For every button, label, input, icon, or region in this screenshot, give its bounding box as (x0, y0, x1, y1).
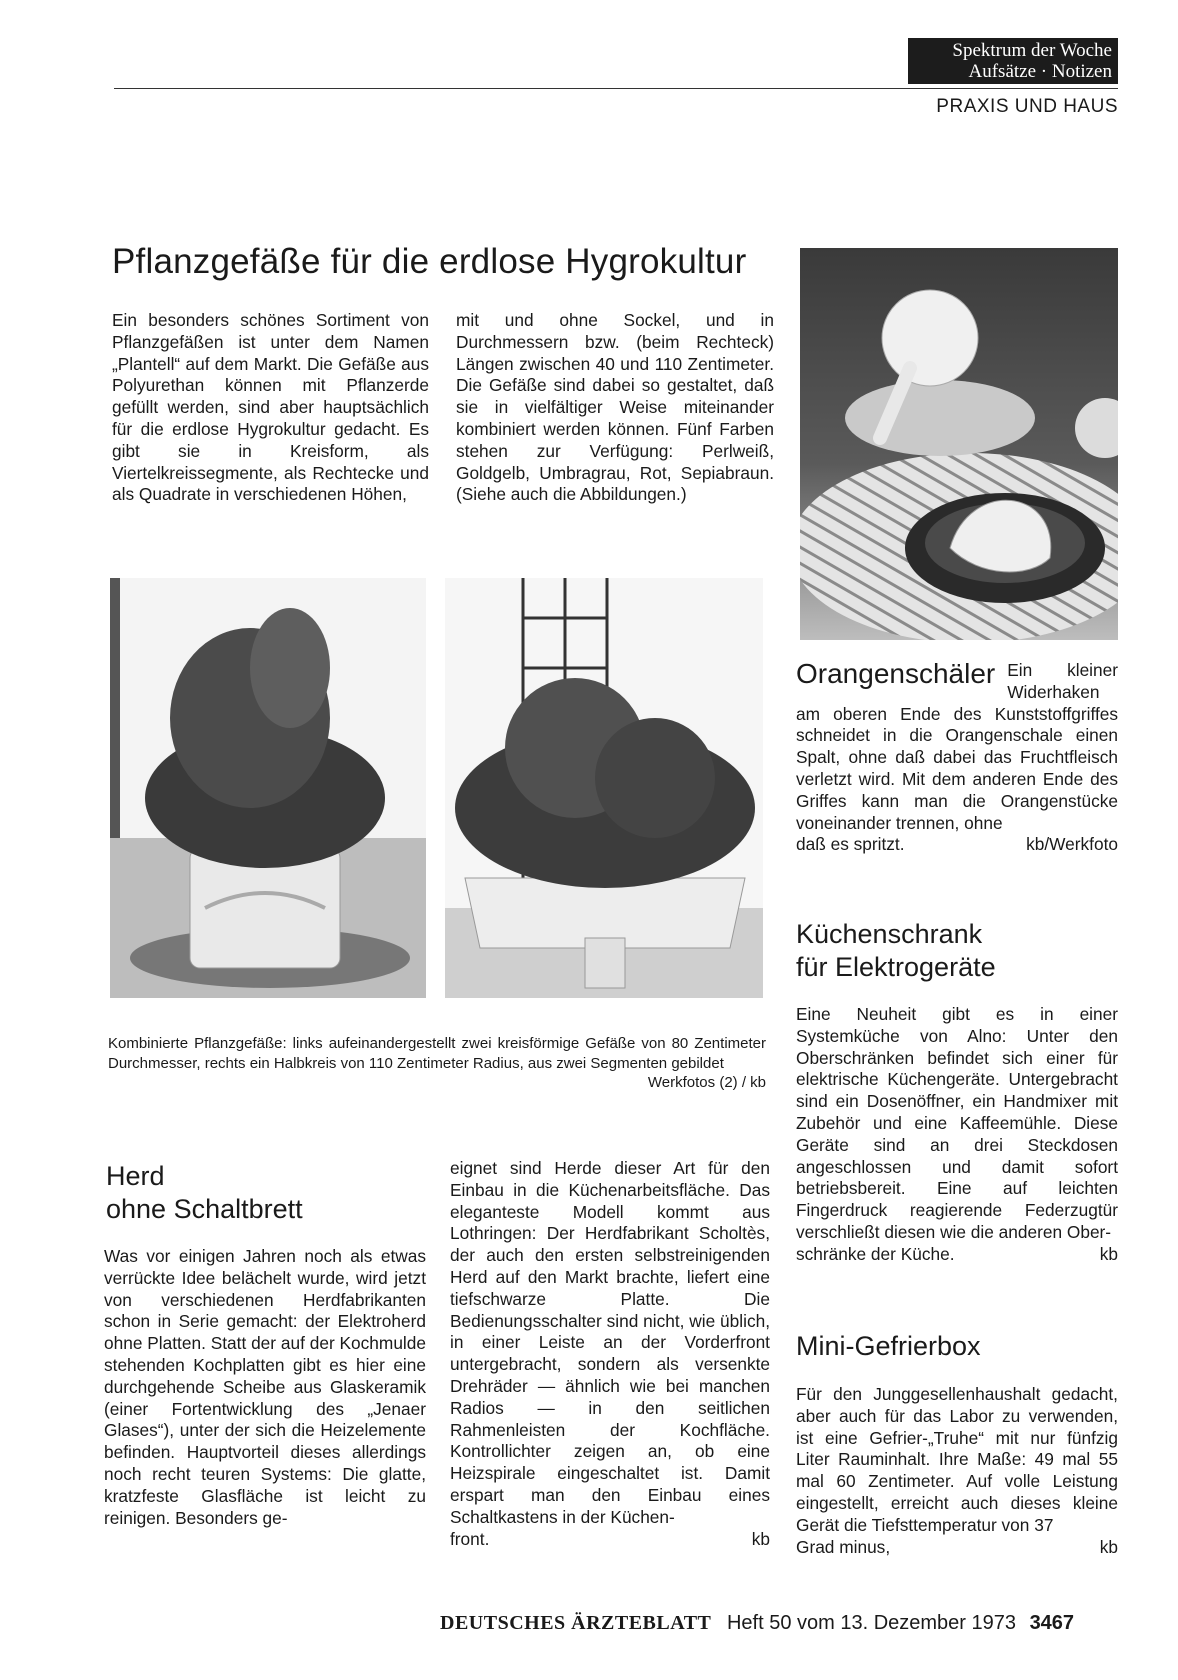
badge-line-2: Aufsätze · Notizen (968, 61, 1112, 82)
article-mini-gefrierbox-signoff: kb (1099, 1536, 1118, 1557)
article-pflanzgefaesse-col1: Ein besonders schönes Sortiment von Pflanzgefäßen ist unter dem Namen „Plantell“ auf dem Markt. Die Gefäße aus Polyurethan können mit Pflanzerde gefüllt werden, sind aber hauptsächlich für die erdlose Hygrokultur gedacht. Es gibt sie in Kreisform, als Viertelkreissegmente, als Rechtecke und als Quadrate in verschiedenen Höhen, (112, 310, 429, 505)
header-rule (114, 88, 1118, 89)
planter-caption-text: Kombinierte Pflanzgefäße: links aufeinandergestellt zwei kreisförmige Gefäße von 80 Zentimeter Durchmesser, rechts ein Halbkreis von 110 Zentimeter Radius, aus zwei Segmenten gebildet (108, 1035, 766, 1072)
issue-info: Heft 50 vom 13. Dezember 1973 (726, 1612, 1016, 1634)
article-mini-gefrierbox-end (796, 1537, 1118, 1559)
article-herd-col2-body: eignet sind Herde dieser Art für den Einbau in die Küchenarbeitsfläche. Das eleganteste Modell kommt aus Lothringen: Der Herdfabrikant Scholtès, der auch den ersten selbstreinigenden Herd auf den Markt brachte, liefert eine tiefschwarze Platte. Die Bedienungsschalter sind nicht, wie üblich, in einer Leiste an der Vorderfront untergebracht, sondern als versenkte Drehräder — ähnlich wie bei manchen Radios — in den seitlichen Rahmenleisten der Kochfläche. Kontrollichter zeigen an, ob eine Heizspirale eingeschaltet ist. Damit erspart man den Einbau eines Schaltkastens in der Küchen- (450, 1158, 770, 1527)
planter-photo-right (445, 578, 763, 998)
article-title-kuechenschrank-line2: für Elektrogeräte (796, 952, 996, 982)
page-number: 3467 (1029, 1612, 1075, 1634)
badge-line-1: Spektrum der Woche (952, 40, 1112, 61)
article-mini-gefrierbox-last-line: Grad minus, (796, 1536, 891, 1557)
article-kuechenschrank-body: Eine Neuheit gibt es in einer Systemküche von Alno: Unter den Oberschränken befindet sich einer für elektrische Küchengeräte. Untergebracht sind ein Dosenöffner, ein Handmixer mit Zubehör und eine Kaffeemühle. Diese Geräte sind an drei Steckdosen angeschlossen und damit sofort betriebsbereit. Eine auf leichten Fingerdruck reagierende Federzugtür verschließt diesen wie die anderen Ober- (796, 1004, 1118, 1242)
page-footer (440, 1612, 1074, 1635)
article-orangenschaeler-end (796, 834, 1118, 856)
article-orangenschaeler-body: Ein kleiner Widerhaken am oberen Ende des Kunststoffgriffes schneidet in die Orangenschale einen Spalt, ohne daß dabei das Fruchtfleisch verletzt wird. Mit dem anderen Ende des Griffes kann man die Orangenstücke voneinander trennen, ohne (796, 660, 1118, 833)
article-mini-gefrierbox (796, 1384, 1118, 1558)
article-herd-end (450, 1529, 770, 1551)
section-badge (908, 38, 1118, 84)
planter-right-illustration (445, 578, 763, 998)
journal-name: DEUTSCHES ÄRZTEBLATT (440, 1612, 712, 1634)
article-title-herd-line2: ohne Schaltbrett (106, 1194, 303, 1224)
section-label: PRAXIS UND HAUS (936, 96, 1118, 117)
article-kuechenschrank (796, 1004, 1118, 1266)
orange-peeler-illustration (800, 248, 1118, 640)
article-title-mini-gefrierbox: Mini-Gefrierbox (796, 1331, 981, 1361)
article-pflanzgefaesse-col2: mit und ohne Sockel, und in Durchmessern bzw. (beim Rechteck) Längen zwischen 40 und 110 Zentimeter. Die Gefäße sind dabei so gestaltet, daß sie in vielfältiger Weise miteinander kombiniert werden können. Fünf Farben stehen zur Verfügung: Perlweiß, Goldgelb, Umbragrau, Rot, Sepiabraun. (Siehe auch die Abbildungen.) (456, 310, 774, 505)
orange-peeler-photo (800, 248, 1118, 640)
planter-photo-credit: Werkfotos (2) / kb (647, 1074, 766, 1091)
article-kuechenschrank-end (796, 1244, 1118, 1266)
article-kuechenschrank-last-line: schränke der Küche. (796, 1243, 955, 1264)
planter-caption (108, 1034, 766, 1093)
article-herd-col1: Was vor einigen Jahren noch als etwas verrückte Idee belächelt wurde, wird jetzt von verschiedenen Herdfabrikanten schon in Serie gemacht: der Elektroherd ohne Platten. Statt der auf der Kochmulde stehenden Kochplatten gibt es hier eine durchgehende Scheibe aus Glaskeramik (einer Fortentwicklung des „Jenaer Glases“), unter der sich die Heizelemente befinden. Hauptvorteil dieses allerdings noch recht teuren Systems: Die glatte, kratzfeste Glasfläche ist leicht zu reinigen. Besonders ge- (104, 1246, 426, 1528)
planter-left-illustration (110, 578, 426, 998)
planter-photo-left (110, 578, 426, 998)
article-herd-col2 (450, 1158, 770, 1550)
article-title-herd-line1: Herd (106, 1161, 165, 1191)
article-orangenschaeler-signoff: kb/Werkfoto (1026, 834, 1118, 855)
article-kuechenschrank-signoff: kb (1099, 1243, 1118, 1264)
article-mini-gefrierbox-body: Für den Junggesellenhaushalt gedacht, aber auch für das Labor zu verwenden, ist eine Gefrier-„Truhe“ mit nur fünfzig Liter Rauminhalt. Ihre Maße: 49 mal 55 mal 60 Zentimeter. Auf volle Leistung eingestellt, erreicht auch dieses kleine Gerät die Tiefsttemperatur von 37 (796, 1384, 1118, 1535)
article-title-orangenschaeler: Orangenschäler (796, 658, 996, 689)
article-herd-last-line: front. (450, 1528, 490, 1549)
article-herd-signoff: kb (751, 1528, 770, 1549)
article-title-kuechenschrank (796, 918, 996, 984)
article-title-pflanzgefaesse: Pflanzgefäße für die erdlose Hygrokultur (112, 242, 747, 281)
article-orangenschaeler-last-line: daß es spritzt. (796, 834, 905, 855)
article-title-kuechenschrank-line1: Küchenschrank (796, 919, 983, 949)
article-orangenschaeler (796, 660, 1118, 856)
article-title-herd (106, 1160, 303, 1226)
